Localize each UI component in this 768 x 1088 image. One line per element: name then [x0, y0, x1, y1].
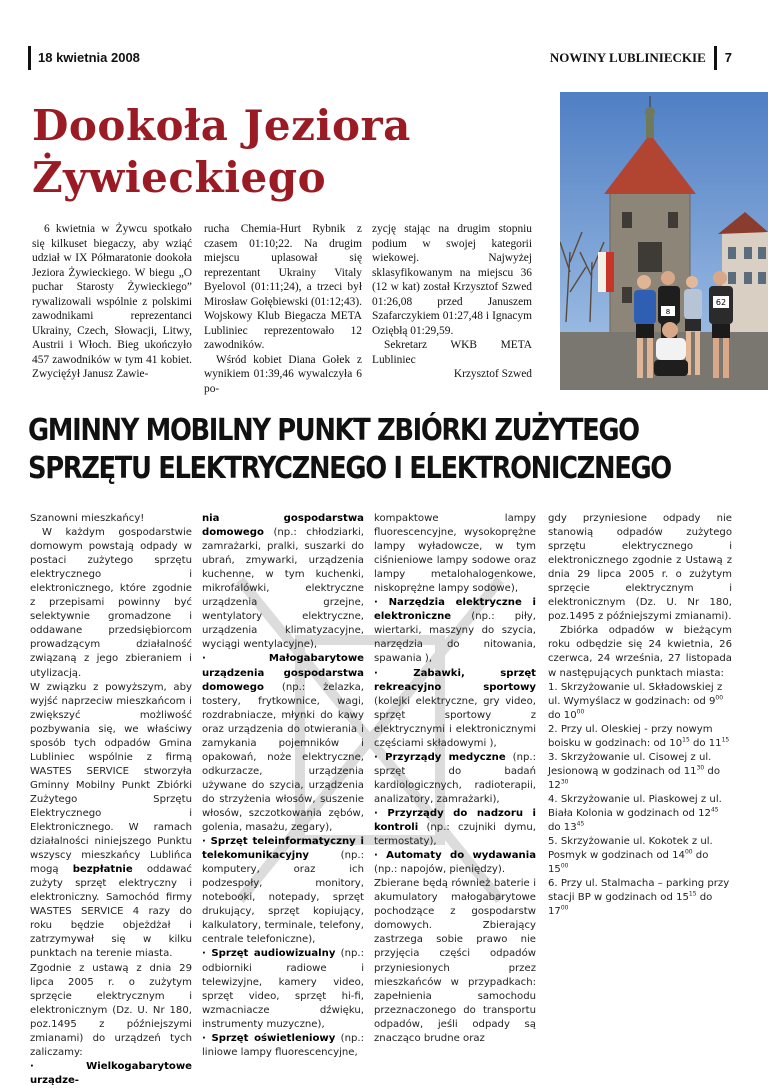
time-sup: 30 [560, 778, 569, 786]
collection-point-5 [548, 835, 732, 877]
bold-item: · Automaty do wydawania [374, 850, 536, 862]
time-sup: 00 [684, 848, 693, 856]
bold-item: nia gospodarstwa domowego [202, 513, 364, 539]
article2-title-line2: SPRZĘTU ELEKTRYCZNEGO I ELEKTRONICZNEGO [28, 451, 671, 486]
text-span: do 10 [548, 709, 577, 721]
text-span: (np.: żelazka, tostery, frytkownice, wagi, rozdrabniacze, młynki do kawy oraz urządzenia do otwierania i zamykania pojemników i opakowań, noże elektryczne, odkurzacze, urządzenia używane do szycia, urządzenia do strzyżenia włosów, suszenie włosów, szczotkowania zębów, golenia, masażu, zegary), [202, 681, 364, 834]
text-span: 2. Przy ul. Oleskiej - przy nowym boisku w godzinach: od 10 [548, 723, 713, 749]
text-span: (np.: sprzęt do badań kardiologicznych, radioterapii, analizatory, zamrażarki), [374, 751, 536, 805]
item-it-telecom [202, 835, 364, 947]
article1-col2-p2: Wśród kobiet Diana Gołek z wynikiem 01:39,46 wywalczyła 6 po- [204, 353, 362, 396]
time-sup: 15 [682, 736, 690, 744]
article2-c1-item1 [30, 1060, 192, 1088]
article1-column-2 [204, 222, 362, 397]
article1-column-1 [32, 222, 192, 382]
text-span: do 13 [548, 822, 577, 834]
article2-c1-p2 [30, 681, 192, 962]
article1-column-3 [372, 222, 532, 382]
flag-white [598, 252, 606, 292]
article2-c4-p1: gdy przyniesione odpady nie stanowią odpadów zużytego sprzętu elektrycznego i elektronicznego zgodnie z Ustawą z dnia 29 lipca 2005 r. o zużytym sprzęcie elektrycznym i elektronicznym (Dz. U. Nr 180, poz.1495 z późniejszymi zmianami). [548, 513, 732, 623]
article2-column-4 [548, 512, 732, 919]
item-lighting [202, 1032, 364, 1060]
article2-c3-batteries: Zbierane będą również baterie i akumulatory małogabarytowe pochodzące z gospodarstw domowych. Zbierający zastrzega sobie prawo nie przyjęcia części odpadów przyniesionych przez mieszkańców w przypadkach: zapełnienia samochodu przeznaczonego do transportu odpadów, jeśli odpady są znacząco brudne oraz [374, 878, 536, 1044]
text-span: W związku z powyższym, aby wyjść naprzeciw mieszkańcom i zwiększyć możliwość pozbywania się, we właściwy sposób tych odpadów Gmina Lubliniec wspólnie z firmą WASTES SERVICE stworzyła Gminny Mobilny Punkt Zbiórki Zużytego Sprzętu Elektrycznego i Elektronicznego. W ramach działalności niniejszego Punktu wszyscy mieszkańcy Lublińca mogą [30, 681, 192, 876]
time-sup: 00 [560, 904, 569, 912]
article2-c4-p2: Zbiórka odpadów w bieżącym roku odbędzie się 24 kwietnia, 26 czerwca, 24 września, 27 listopada w następujących punktach miasta: [548, 625, 732, 679]
bold-item: · Narzędzia elektryczne i elektroniczne [374, 597, 536, 623]
article2-title-line1: GMINNY MOBILNY PUNKT ZBIÓRKI ZUŻYTEGO [28, 413, 639, 448]
paper-name: NOWINY LUBLINIECKIE [549, 50, 706, 65]
text-span: 5. Skrzyżowanie ul. Kokotek z ul. Posmyk w godzinach od 14 [548, 836, 713, 862]
item-small-appliances [202, 652, 364, 835]
collection-point-6 [548, 877, 732, 919]
text-span: (kolejki elektryczne, gry video, sprzęt sportowy z elektrycznymi i elektronicznymi częściami składowymi ), [374, 695, 536, 749]
text-span: do 17 [548, 892, 713, 918]
article2-column-3 [374, 512, 536, 1046]
text-span: (np.: komputery, oraz ich podzespoły, monitory, notebooki, notepady, sprzęt drukujący, sprzęt kopiujący, kalkulatory, terminale, telefony, centrale telefoniczne), [202, 850, 364, 946]
item-medical [374, 751, 536, 807]
flag-red [606, 252, 614, 292]
article2-column-1 [30, 512, 192, 1088]
bold-free: bezpłatnie [72, 864, 133, 876]
time-sup: 45 [710, 806, 719, 814]
greeting: Szanowni mieszkańcy! [30, 513, 145, 524]
collection-point-1 [548, 681, 732, 723]
time-sup: 15 [721, 736, 730, 744]
article2-title [28, 412, 671, 488]
text-span: (np.: chłodziarki, zamrażarki, pralki, suszarki do ubrań, zmywarki, urządzenia kuchenne, w tym kuchenki, mikrofalówki, elektryczne urządzenia grzejne, wentylatory elektryczne, urządzenia klimatyzacyjne, wyciągi wentylacyjne), [202, 527, 364, 651]
text-span: do 15 [548, 850, 709, 876]
collection-point-3 [548, 751, 732, 793]
text-span: (np.: odbiorniki radiowe i telewizyjne, kamery video, sprzęt video, sprzęt hi-fi, wzmacniacze dźwięku, instrumenty muzyczne), [202, 948, 364, 1030]
bold-item: · Przyrządy do nadzoru i kontroli [374, 807, 536, 834]
text-span: do 12 [548, 765, 721, 791]
runners-photo-image [560, 92, 768, 390]
time-sup: 30 [696, 764, 705, 772]
article2-c1-p3: Zgodnie z ustawą z dnia 29 lipca 2005 r. o zużytym sprzęcie elektrycznym i elektronicznym (Dz. U. Nr 180, poz.1495 z późniejszymi zmianami) do urządzeń tych zaliczamy: [30, 962, 192, 1058]
time-sup: 00 [560, 862, 569, 870]
bold-item: · Sprzęt teleinformatyczny i telekomunikacyjny [202, 836, 364, 862]
bib-number: 62 [715, 298, 727, 307]
bold-item: · Przyrządy medyczne [374, 751, 506, 763]
article1-title [32, 100, 552, 204]
article1-col2-p1: rucha Chemia-Hurt Rybnik z czasem 01:10;22. Na drugim miejscu uplasował się reprezentant Ukrainy Vitaly Byelovol (01:11;24), a trzeci był Mirosław Gołębiewski (01:12;43). Wojskowy Klub Biegacza META Lubliniec reprezentowało 12 zawodników. [204, 223, 362, 352]
item-large-appliances [202, 512, 364, 652]
runners-photo [560, 92, 768, 390]
article1-col3-p1: zycję stając na drugim stopniu podium w swojej kategorii wiekowej. Najwyżej sklasyfikowanym na miejscu 36 (12 w kat) został Krzysztof Szwed 01:26,08 przed Januszem Szafarczykiem 01:27,48 i Ignacym Oziębłą 01:29,59. [372, 223, 532, 337]
text-span: oddawać zużyty sprzęt elektryczny i elektroniczny. Samochód firmy WASTES SERVICE 4 razy do roku będzie objeżdżał i zatrzymywał się w kilku punktach na terenie miasta. [30, 864, 192, 960]
bib-number: 8 [665, 308, 671, 316]
time-sup: 45 [576, 820, 585, 828]
item-audiovisual [202, 947, 364, 1031]
header-divider [714, 46, 717, 70]
text-span: do 11 [689, 737, 722, 749]
header-date: 18 kwietnia 2008 [28, 46, 140, 70]
article1-col1-text: 6 kwietnia w Żywcu spotkało się kilkuset biegaczy, aby wziąć udział w IX Półmaratonie dookoła Jeziora Żywieckiego. W biegu „O puchar Starosty Żywieckiego” rywalizowali wspólnie z polskimi zawodnikami reprezentanci Ukrainy, Czech, Słowacji, Litwy, Austrii i Włoch. Bieg ukończyło 457 zawodników w tym 41 kobiet. Zwycięźył Janusz Zawie- [32, 223, 192, 381]
bold-item: · Sprzęt audiowizualny [202, 948, 336, 960]
text-span: (np.: liniowe lampy fluorescencyjne, [202, 1032, 364, 1058]
collection-point-2 [548, 723, 732, 751]
time-sup: 00 [576, 708, 585, 716]
text-span: (np.: czujniki dymu, termostaty), [374, 822, 536, 848]
text-span: 4. Skrzyżowanie ul. Piaskowej z ul. Biała Kolonia w godzinach od 12 [548, 793, 722, 819]
time-sup: 00 [715, 694, 724, 702]
bold-item: · Małogabarytowe urządzenia gospodarstwa domowego [202, 653, 364, 693]
article1-col3-p2: Sekretarz WKB META Lubliniec [372, 339, 532, 366]
collection-point-4 [548, 793, 732, 835]
article1-title-line1: Dookoła Jeziora [32, 101, 411, 150]
article1-author: Krzysztof Szwed [453, 368, 532, 381]
item-vending [374, 849, 536, 877]
item-control [374, 807, 536, 849]
bold-item: · Wielkogabarytowe urządze- [30, 1060, 192, 1086]
text-span: 6. Przy ul. Stalmacha – parking przy stacji BP w godzinach od 15 [548, 878, 730, 904]
article2-c3-intro: kompaktowe lampy fluorescencyjne, wysokoprężne lampy wyładowcze, w tym ciśnieniowe lampy sodowe oraz lampy metalohalogenkowe, niskoprężne lampy sodowe), [374, 513, 536, 595]
article2-c1-p1: W każdym gospodarstwie domowym powstają odpady w postaci zużytego sprzętu elektrycznego i elektronicznego, które zgodnie z przepisami powinny być selektywnie gromadzone i oddawane przedsiębiorcom prowadzącym działalność związaną z jego zbieraniem i utylizacją. [30, 527, 192, 679]
time-sup: 15 [688, 890, 697, 898]
item-toys [374, 667, 536, 751]
text-span: (np.: piły, wiertarki, maszyny do szycia, narzędzia do nitowania, spawania ), [374, 611, 536, 665]
text-span: 1. Skrzyżowanie ul. Składowskiej z ul. Wymyślacz w godzinach: od 9 [548, 681, 723, 707]
article1-title-line2: Żywieckiego [32, 153, 327, 202]
text-span: 3. Skrzyżowanie ul. Cisowej z ul. Jesionową w godzinach od 11 [548, 751, 712, 777]
bold-item: · Zabawki, sprzęt rekreacyjno sportowy [374, 667, 536, 693]
item-tools [374, 596, 536, 666]
text-span: (np.: napojów, pieniędzy). [374, 864, 506, 876]
bold-item: · Sprzęt oświetleniowy [202, 1032, 336, 1044]
page-number: 7 [724, 50, 732, 65]
header-masthead [550, 46, 732, 70]
article2-column-2 [202, 512, 364, 1060]
